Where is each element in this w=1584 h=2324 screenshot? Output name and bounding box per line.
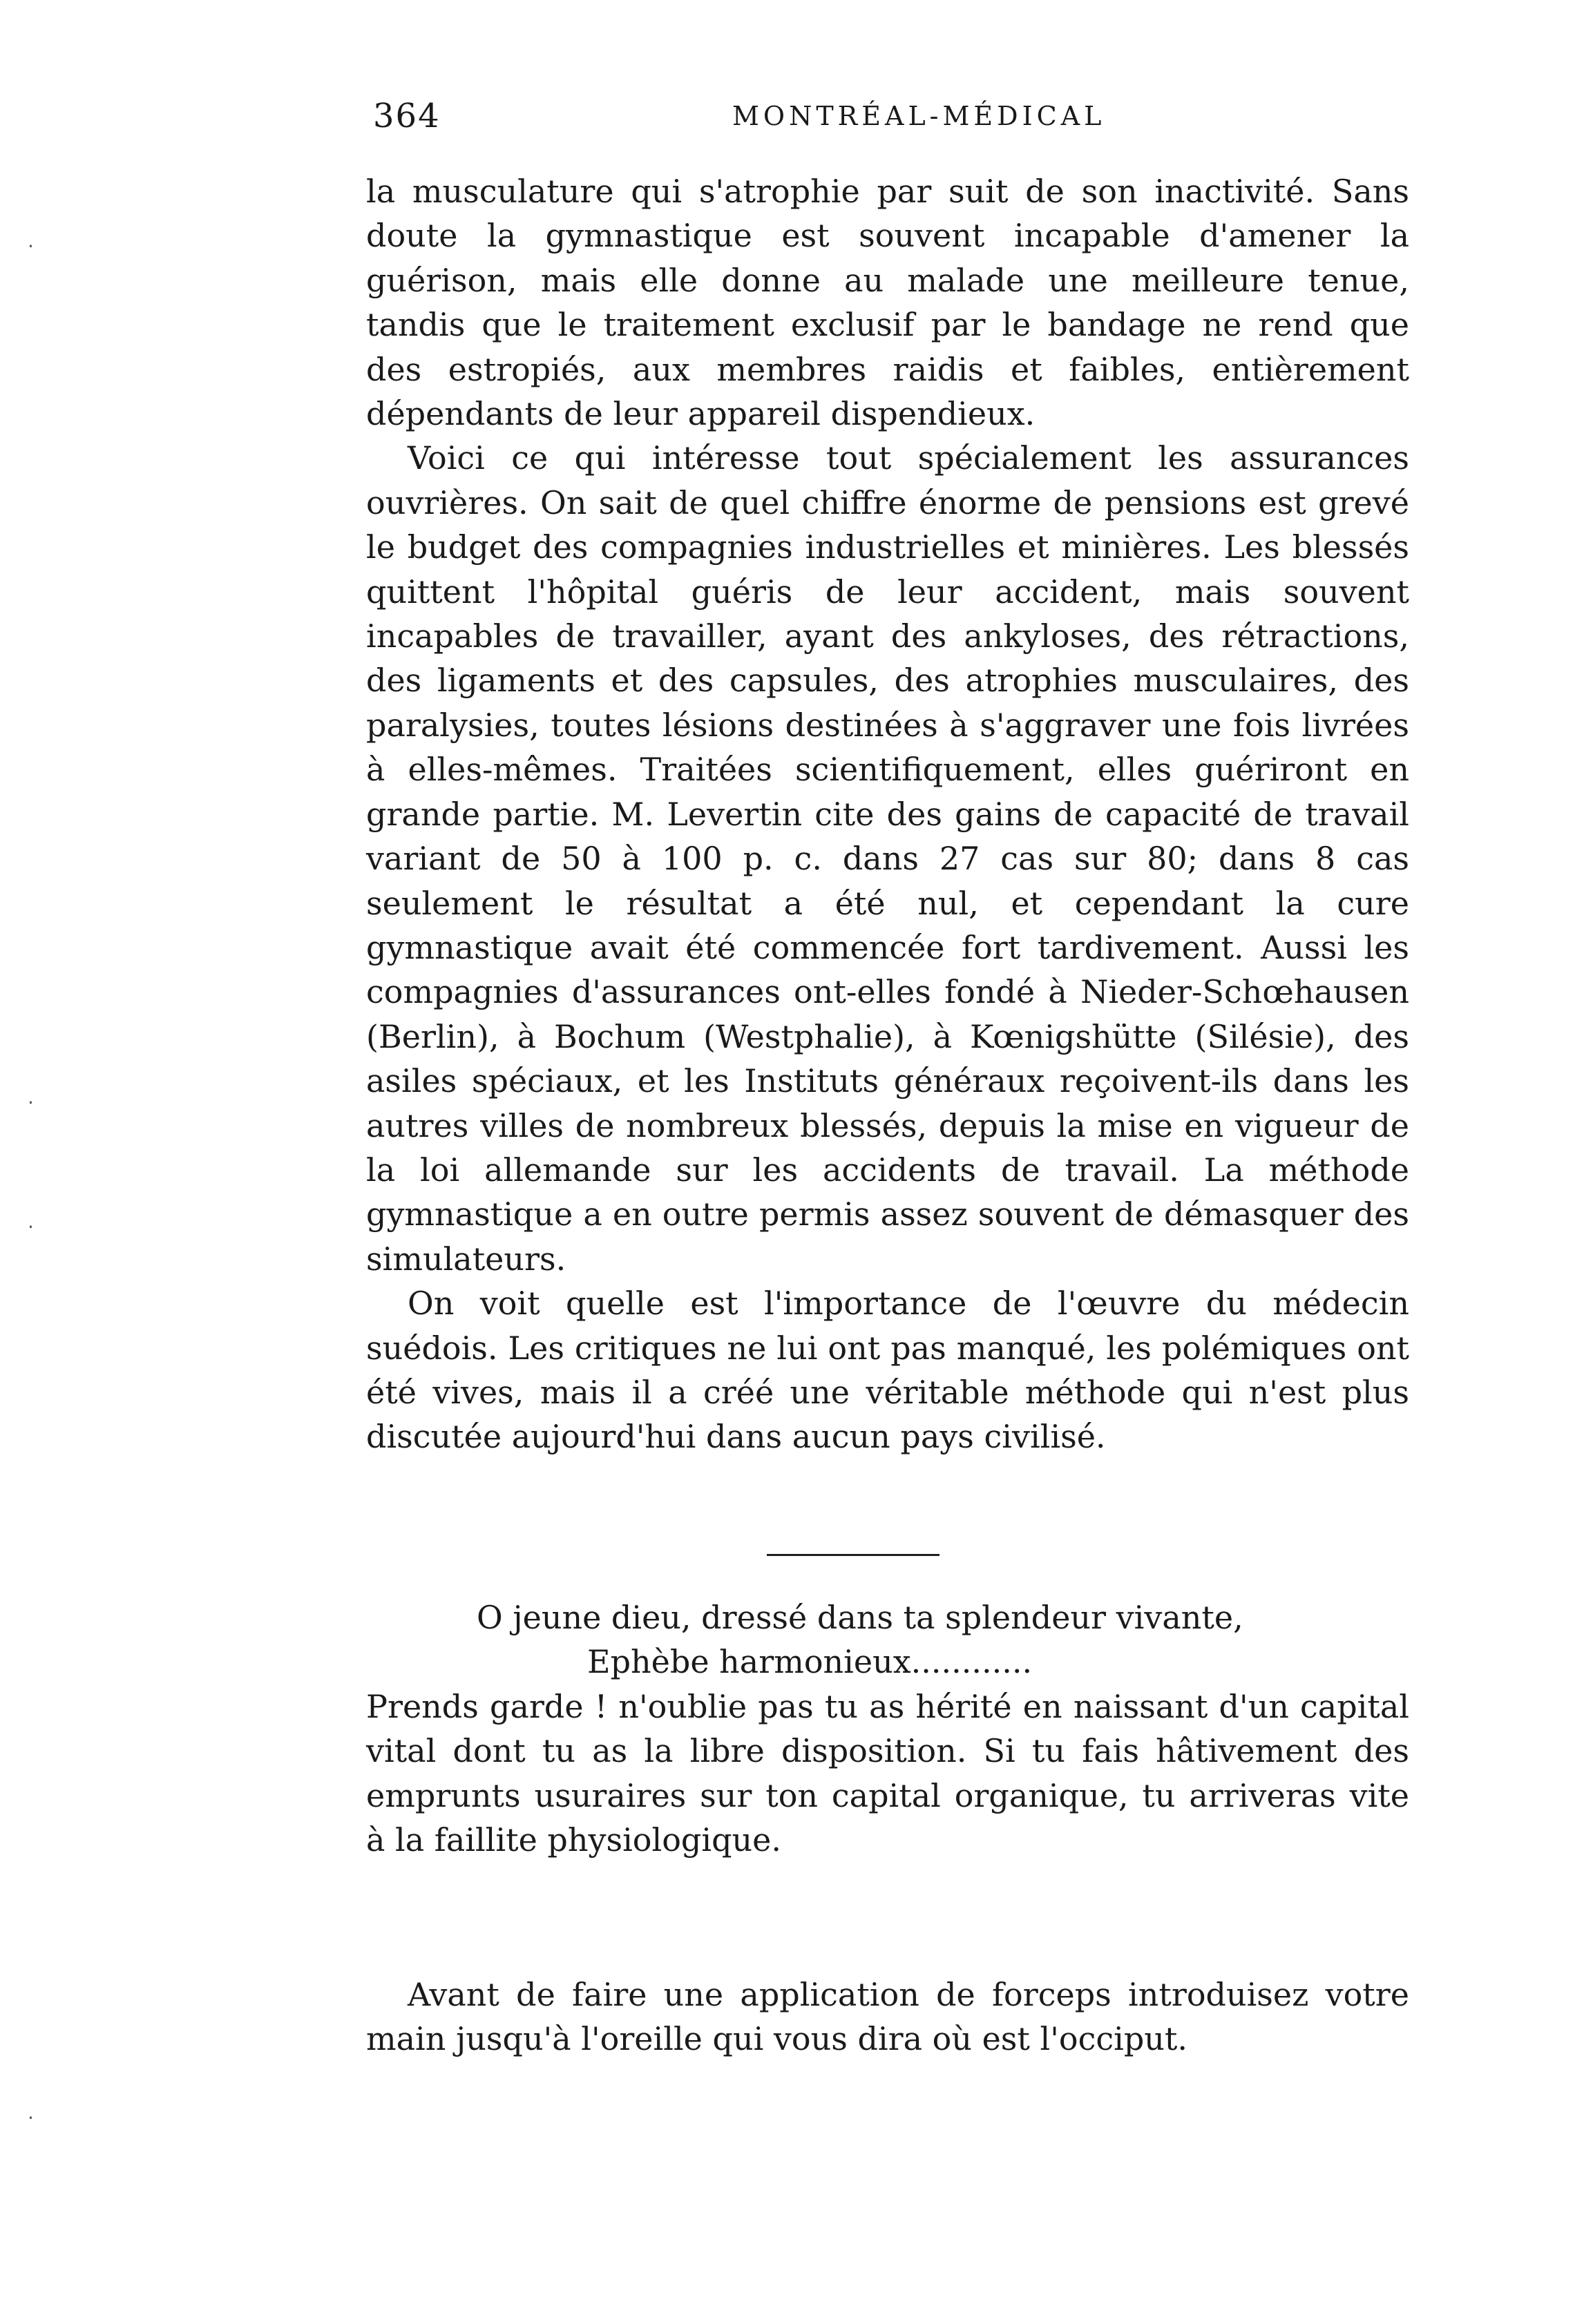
obstetric-maxim: Avant de faire une application de forceps introduisez votre main jusqu'à l'oreille qui vous dira où est l'occiput.	[366, 1976, 1409, 2058]
page-header	[373, 97, 1409, 138]
margin-speck: ·	[28, 1216, 34, 1238]
paragraph-assurances: Voici ce qui intéresse tout spécialement les assurances ouvrières. On sait de quel chiffre énorme de pensions est grevé le budget des compagnies industrielles et minières. Les blessés quittent l'hôpital guéris de leur accident, mais souvent incapables de travailler, ayant des ankyloses, des rétractions, des ligaments et des capsules, des atrophies musculaires, des paralysies, toutes lésions destinées à s'aggraver une fois livrées à elles-mêmes. Traitées scientifiquement, elles guériront en grande partie. M. Levertin cite des gains de capacité de travail variant de 50 à 100 p. c. dans 27 cas sur 80; dans 8 cas seulement le résultat a été nul, et cependant la cure gymnastique avait été commencée fort tardivement. Aussi les compagnies d'assurances ont-elles fondé à Nieder-Schœhausen (Berlin), à Bochum (Westphalie), à Kœnigshütte (Silésie), des asiles spéciaux, et les Instituts généraux reçoivent-ils dans les autres villes de nombreux blessés, depuis la mise en vigueur de la loi allemande sur les accidents de travail. La méthode gymnastique a en outre permis assez souvent de démasquer des simulateurs.	[366, 439, 1409, 1278]
verse-line: O jeune dieu, dressé dans ta splendeur vivante,	[477, 1599, 1243, 1636]
running-head: MONTRÉAL-MÉDICAL	[732, 101, 1106, 131]
verse-line: Ephèbe harmonieux............	[587, 1643, 1033, 1681]
margin-speck: ·	[28, 1091, 34, 1114]
verse-block	[366, 1595, 1409, 1862]
page-number: 364	[373, 97, 441, 135]
paragraph-conclusion: On voit quelle est l'importance de l'œuvre du médecin suédois. Les critiques ne lui ont pas manqué, les polémiques ont été vives, mais il a créé une véritable méthode qui n'est plus discutée aujourd'hui dans aucun pays civilisé.	[366, 1285, 1409, 1456]
paragraph-continuation: la musculature qui s'atrophie par suit de son inactivité. Sans doute la gymnastique est souvent incapable d'amener la guérison, mais elle donne au malade une meilleure tenue, tandis que le traitement exclusif par le bandage ne rend que des estropiés, aux membres raidis et faibles, entièrement dépendants de leur appareil dispendieux.	[366, 173, 1409, 433]
margin-speck: ·	[28, 2106, 34, 2129]
margin-speck: ·	[28, 235, 34, 258]
section-separator	[767, 1554, 939, 1556]
main-text	[366, 169, 1409, 1459]
verse-prose: Prends garde ! n'oublie pas tu as hérité en naissant d'un capital vital dont tu as la libre disposition. Si tu fais hâtivement des emprunts usuraires sur ton capital organique, tu arriveras vite à la faillite physiologique.	[366, 1687, 1409, 1859]
